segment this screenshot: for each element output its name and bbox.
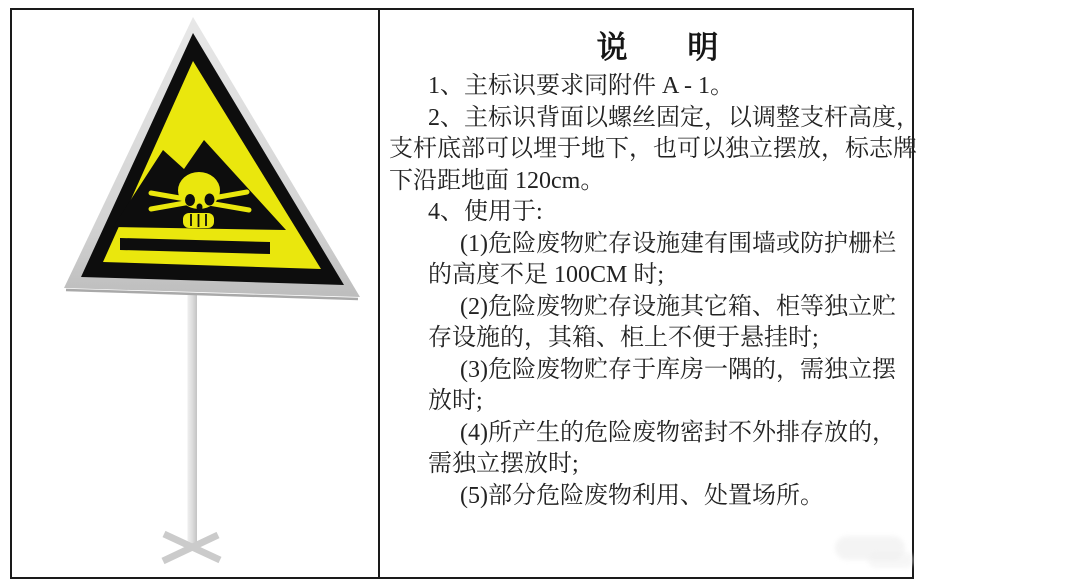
note-line: 2、主标识背面以螺丝固定，以调整支杆高度， (428, 104, 920, 131)
note-line: 存设施的，其箱、柜上不便于悬挂时; (428, 325, 819, 351)
note-line: (5)部分危险废物利用、处置场所。 (460, 482, 824, 509)
note-line: 放时; (428, 388, 483, 414)
note-line: 下沿距地面 120cm。 (389, 167, 605, 194)
note-line: 的高度不足 100CM 时; (428, 262, 665, 288)
note-line: (2)危险废物贮存设施其它箱、柜等独立贮 (460, 293, 896, 320)
hazard-sign-figure (0, 0, 378, 588)
note-line: (3)危险废物贮存于库房一隅的，需独立摆 (460, 356, 896, 383)
notes-text-block (389, 71, 920, 512)
note-line: 需独立摆放时; (428, 451, 579, 477)
note-line: 1、主标识要求同附件 A - 1。 (428, 73, 734, 99)
notes-title: 说 明 (596, 30, 721, 65)
note-line: 4、使用于: (428, 199, 543, 225)
watermark-smudge (868, 552, 914, 568)
note-line: 支杆底部可以埋于地下，也可以独立摆放，标志牌 (389, 136, 917, 162)
cell-divider (378, 8, 380, 579)
note-line: (1)危险废物贮存设施建有围墙或防护栅栏 (460, 230, 896, 257)
sign-pole (188, 294, 198, 549)
note-line: (4)所产生的危险废物密封不外排存放的， (460, 419, 896, 446)
